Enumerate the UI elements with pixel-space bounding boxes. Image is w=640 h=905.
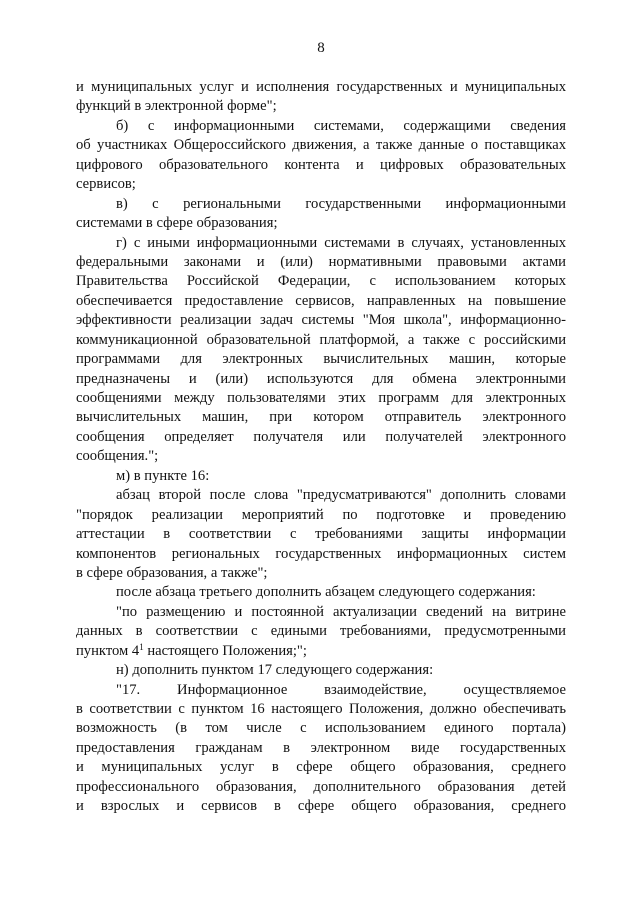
text-line-content: н) дополнить пунктом 17 следующего содержания: (116, 662, 434, 679)
text-line (76, 486, 566, 505)
text-line-content: "порядок реализации мероприятий по подготовке и проведению (76, 506, 566, 523)
text-line-content: сообщениями между пользователями этих программ для электронных (76, 390, 566, 406)
text-line (76, 253, 566, 272)
text-line-content: компонентов региональных государственных информационных систем (76, 545, 566, 562)
text-line (76, 719, 566, 738)
text-line (76, 311, 566, 330)
text-line (76, 389, 566, 408)
text-line (76, 156, 566, 175)
text-line-content: "17. Информационное взаимодействие, осуществляемое (116, 681, 566, 698)
text-line-content: Правительства Российской Федерации, с использованием которых (76, 273, 566, 290)
text-line-content: абзац второй после слова "предусматриваются" дополнить словами (116, 487, 566, 504)
text-line (76, 681, 566, 700)
text-line (76, 78, 566, 97)
text-line-content: об участниках Общероссийского движения, а также данные о поставщиках (76, 137, 566, 154)
text-line-content: обеспечивается предоставление сервисов, направленных на повышение (76, 292, 566, 309)
text-line (76, 117, 566, 136)
text-line-content: г) с иными информационными системами в случаях, установленных (116, 234, 566, 251)
text-line (76, 797, 566, 816)
text-line-content: в соответствии с пунктом 16 настоящего Положения, должно обеспечивать (76, 701, 566, 717)
text-line (76, 350, 566, 369)
text-line-content: пунктом 4 (76, 642, 140, 659)
text-line-content: после абзаца третьего дополнить абзацем следующего содержания: (116, 584, 536, 601)
text-line (76, 195, 566, 214)
text-line-content: м) в пункте 16: (116, 467, 210, 484)
text-line-content: эффективности реализации задач системы "Моя школа", информационно- (76, 312, 566, 329)
text-line (76, 331, 566, 350)
text-line (76, 408, 566, 427)
text-line (76, 506, 566, 525)
text-line-content: профессионального образования, дополнительного образования детей (76, 778, 566, 795)
text-line-content: и муниципальных услуг в сфере общего образования, среднего (76, 759, 566, 776)
text-line (76, 175, 566, 194)
text-line-content: и муниципальных услуг и исполнения государственных и муниципальных (76, 79, 566, 95)
text-line-content: сообщения."; (76, 448, 159, 465)
text-line (76, 214, 566, 233)
text-line-content: системами в сфере образования; (76, 215, 278, 232)
text-line-continuation: настоящего Положения;"; (143, 642, 307, 659)
text-line-content: в сфере образования, а также"; (76, 564, 268, 581)
text-line (76, 234, 566, 253)
text-line-content: и взрослых и сервисов в сфере общего образования, среднего (76, 798, 566, 815)
text-line-content: "по размещению и постоянной актуализации сведений на витрине (116, 603, 566, 620)
text-line-content: б) с информационными системами, содержащими сведения (116, 117, 566, 134)
text-line (76, 642, 566, 661)
text-line-content: предназначены и (или) используются для обмена электронными (76, 370, 566, 387)
text-line (76, 700, 566, 719)
text-line (76, 428, 566, 447)
text-line (76, 272, 566, 291)
text-line-content: функций в электронной форме"; (76, 98, 277, 115)
text-line (76, 136, 566, 155)
text-line-content: аттестации в соответствии с требованиями защиты информации (76, 526, 566, 543)
text-line (76, 583, 566, 602)
text-line (76, 758, 566, 777)
document-body (76, 78, 566, 817)
text-line (76, 467, 566, 486)
text-line (76, 545, 566, 564)
text-line-content: предоставления гражданам в электронном виде государственных (76, 739, 566, 756)
text-line (76, 370, 566, 389)
text-line (76, 97, 566, 116)
text-line (76, 525, 566, 544)
text-line (76, 292, 566, 311)
text-line-content: возможность (в том числе с использованием единого портала) (76, 720, 566, 737)
text-line-content: в) с региональными государственными информационными (116, 195, 566, 212)
document-page (76, 40, 566, 817)
text-line-content: коммуникационной образовательной платформой, а также с российскими (76, 331, 566, 348)
text-line (76, 622, 566, 641)
text-line-content: данных в соответствии с едиными требованиями, предусмотренными (76, 623, 566, 640)
text-line (76, 739, 566, 758)
text-line (76, 564, 566, 583)
text-line-content: сообщения определяет получателя или получателей электронного (76, 428, 566, 445)
text-line-content: программами для электронных вычислительных машин, которые (76, 351, 566, 368)
text-line-content: сервисов; (76, 176, 136, 193)
text-line-content: вычислительных машин, при котором отправитель электронного (76, 409, 566, 426)
page-number: 8 (317, 40, 325, 56)
text-line (76, 447, 566, 466)
text-line-content: цифрового образовательного контента и цифровых образовательных (76, 156, 566, 173)
superscript: 1 (139, 641, 144, 652)
text-line (76, 603, 566, 622)
text-line (76, 661, 566, 680)
text-line-content: федеральными законами и (или) нормативными правовыми актами (76, 253, 566, 270)
text-line (76, 778, 566, 797)
